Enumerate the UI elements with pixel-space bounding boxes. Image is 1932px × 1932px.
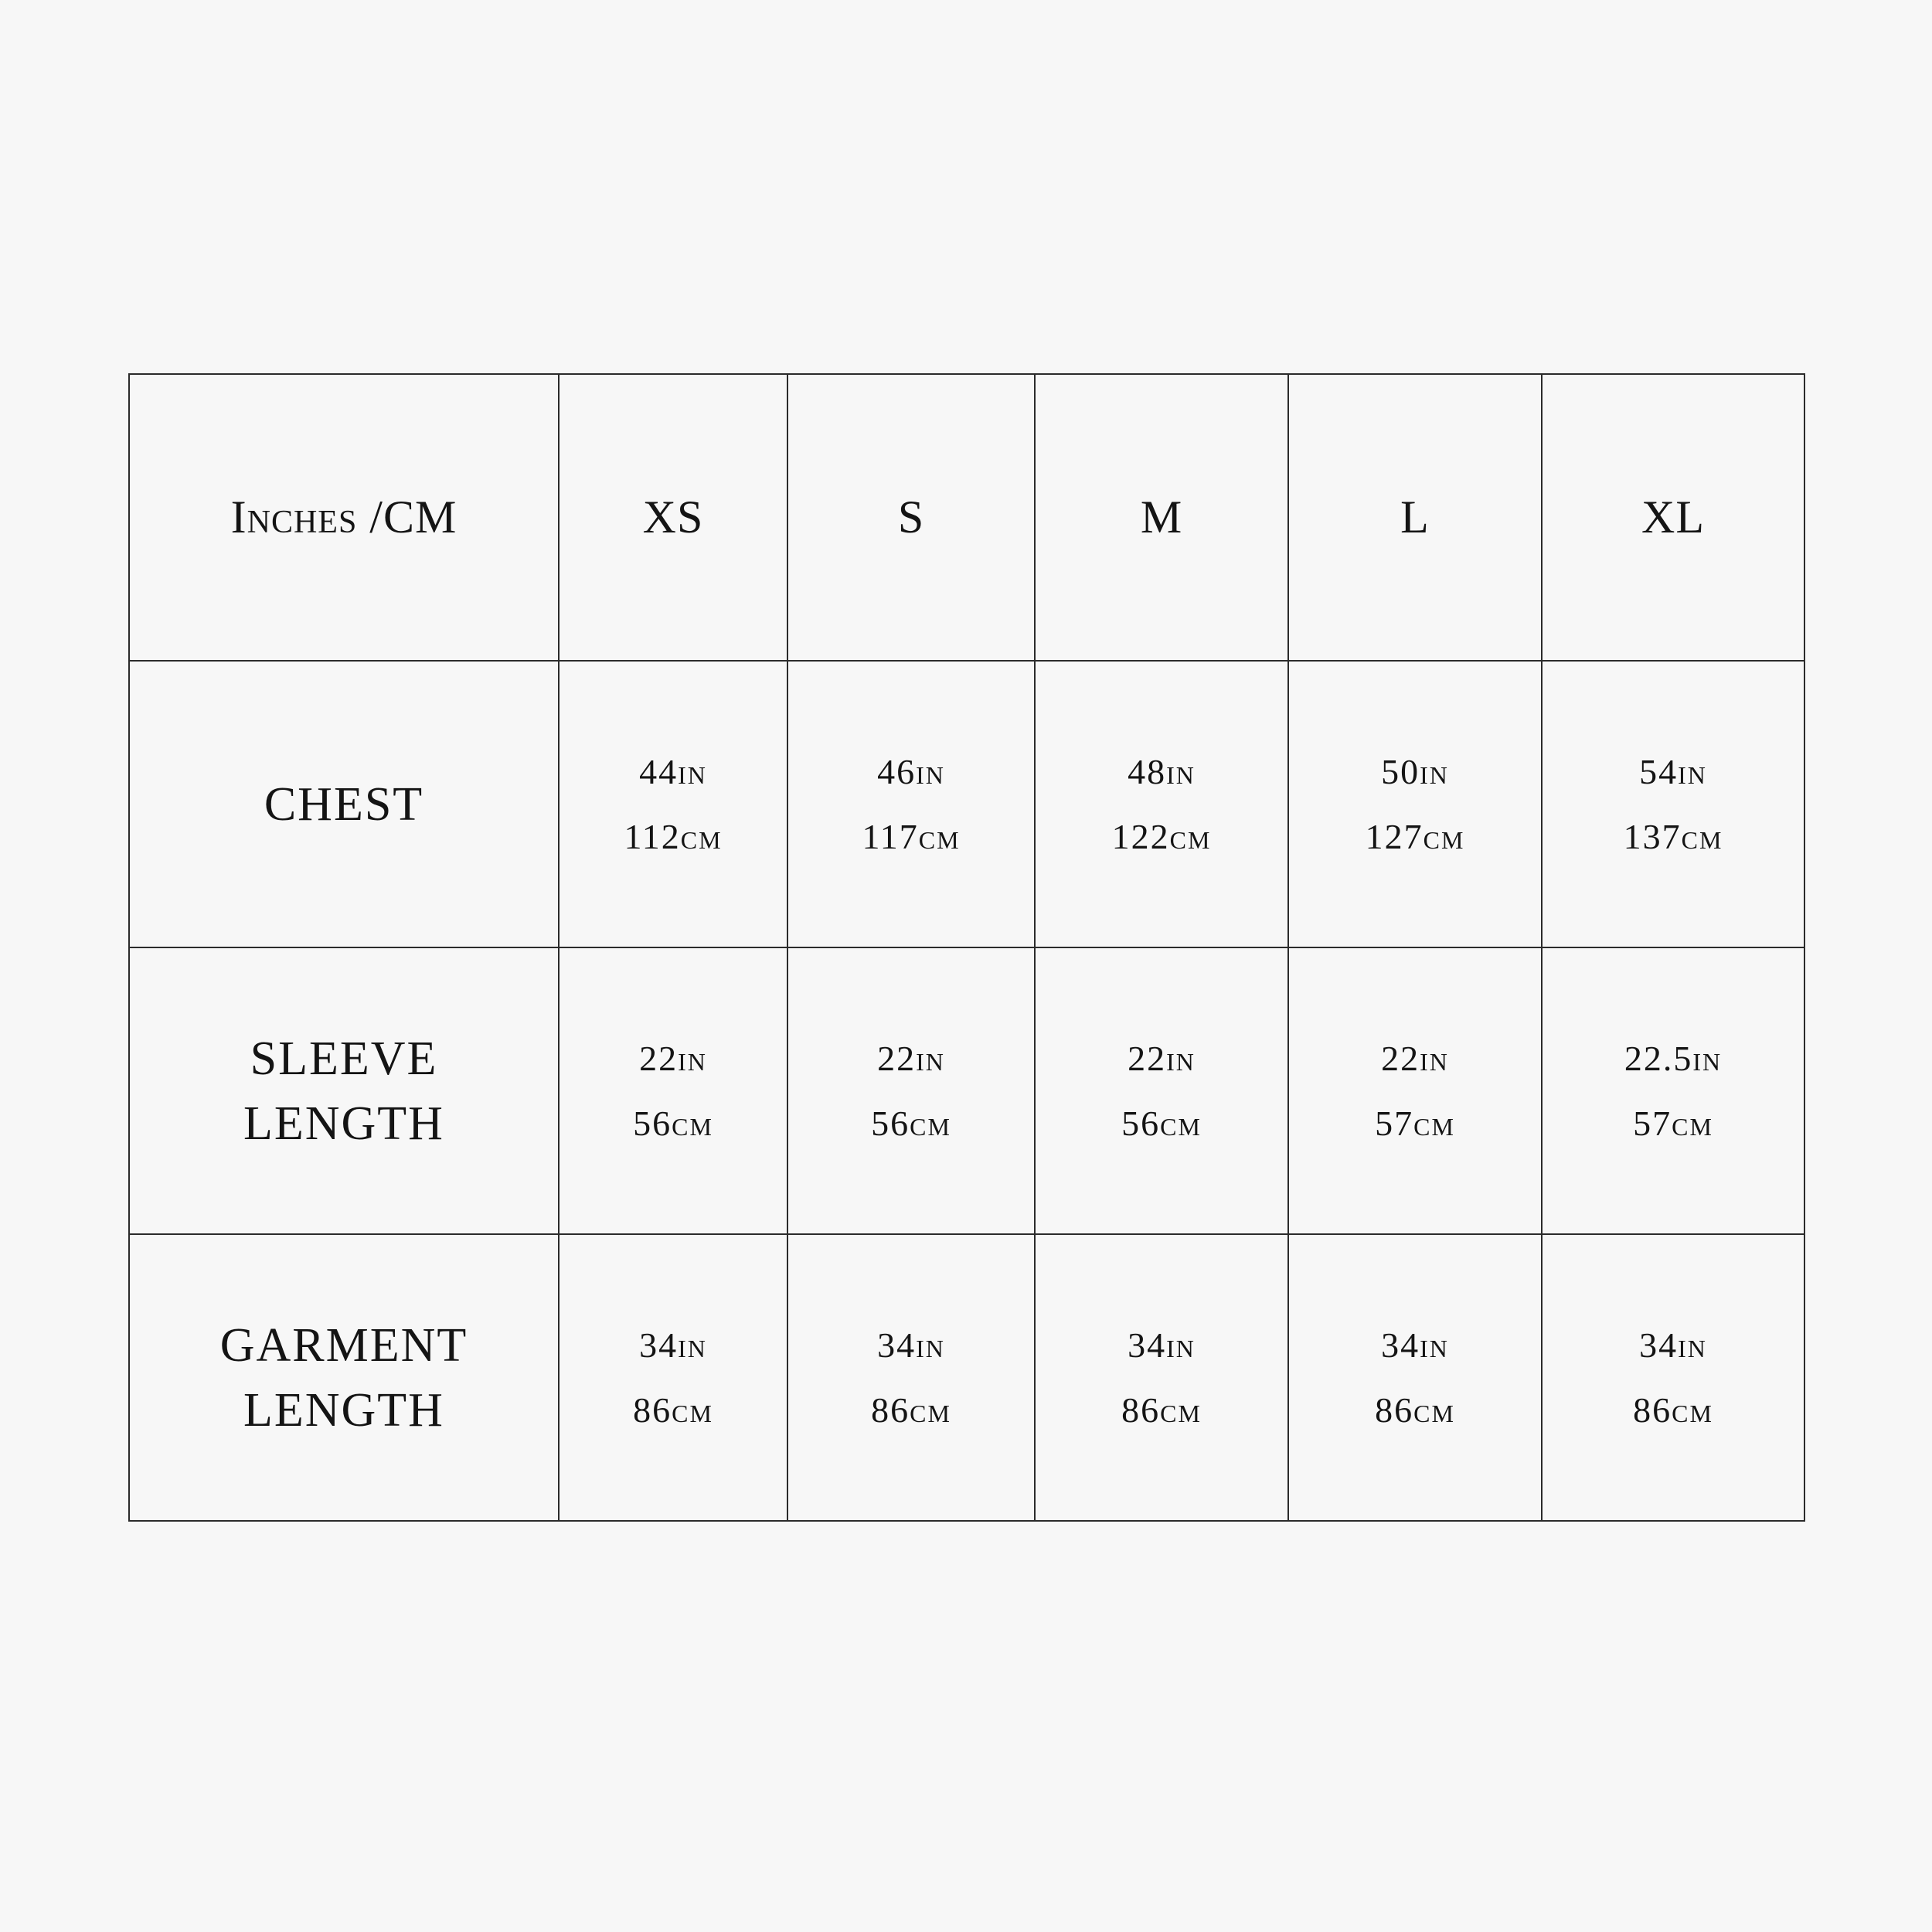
value-cm: 86cm <box>1633 1389 1713 1430</box>
value-cm: 86cm <box>871 1389 951 1430</box>
value-cm: 56cm <box>871 1103 951 1143</box>
value-inches: 22.5in <box>1624 1038 1723 1078</box>
measurement-cell <box>1035 947 1288 1234</box>
corner-label: Inches /CM <box>129 374 559 661</box>
value-cm: 86cm <box>633 1389 713 1430</box>
table-row-chest <box>129 661 1804 947</box>
value-cm: 122cm <box>1111 816 1212 856</box>
measurement-cell <box>787 947 1035 1234</box>
value-inches: 34in <box>1381 1325 1449 1365</box>
value-inches: 22in <box>1128 1038 1196 1078</box>
measurement-cell <box>559 1234 787 1521</box>
value-inches: 22in <box>1381 1038 1449 1078</box>
measurement-cell <box>1288 1234 1542 1521</box>
measurement-cell <box>1288 947 1542 1234</box>
row-label-line: CHEST <box>264 777 424 831</box>
size-header-l: L <box>1288 374 1542 661</box>
value-cm: 112cm <box>624 816 723 856</box>
measurement-cell <box>1035 661 1288 947</box>
value-cm: 127cm <box>1365 816 1465 856</box>
table-row-garment-length <box>129 1234 1804 1521</box>
measurement-cell <box>559 661 787 947</box>
row-label-line: LENGTH <box>243 1383 444 1437</box>
header-row <box>129 374 1804 661</box>
value-cm: 137cm <box>1623 816 1723 856</box>
value-inches: 22in <box>639 1038 707 1078</box>
row-label-garment-length <box>129 1234 559 1521</box>
measurement-cell <box>787 661 1035 947</box>
measurement-cell <box>1542 947 1804 1234</box>
measurement-cell <box>559 947 787 1234</box>
size-header-xl: XL <box>1542 374 1804 661</box>
table-row-sleeve-length <box>129 947 1804 1234</box>
value-inches: 34in <box>877 1325 945 1365</box>
size-header-xs: XS <box>559 374 787 661</box>
value-cm: 56cm <box>633 1103 713 1143</box>
value-cm: 57cm <box>1375 1103 1455 1143</box>
value-inches: 48in <box>1128 751 1196 791</box>
value-inches: 22in <box>877 1038 945 1078</box>
row-label-sleeve-length <box>129 947 559 1234</box>
size-header-m: M <box>1035 374 1288 661</box>
value-inches: 54in <box>1639 751 1707 791</box>
row-label-line: GARMENT <box>219 1318 468 1372</box>
measurement-cell <box>787 1234 1035 1521</box>
measurement-cell <box>1542 661 1804 947</box>
value-cm: 57cm <box>1633 1103 1713 1143</box>
measurement-cell <box>1035 1234 1288 1521</box>
value-inches: 34in <box>1128 1325 1196 1365</box>
value-cm: 86cm <box>1375 1389 1455 1430</box>
value-cm: 56cm <box>1121 1103 1202 1143</box>
row-label-line: SLEEVE <box>250 1032 438 1085</box>
value-cm: 86cm <box>1121 1389 1202 1430</box>
value-inches: 44in <box>639 751 707 791</box>
measurement-cell <box>1542 1234 1804 1521</box>
value-inches: 50in <box>1381 751 1449 791</box>
size-chart-table <box>128 373 1805 1522</box>
measurement-cell <box>1288 661 1542 947</box>
value-cm: 117cm <box>862 816 961 856</box>
size-header-s: S <box>787 374 1035 661</box>
value-inches: 46in <box>877 751 945 791</box>
value-inches: 34in <box>639 1325 707 1365</box>
row-label-line: LENGTH <box>243 1097 444 1150</box>
value-inches: 34in <box>1639 1325 1707 1365</box>
row-label-chest <box>129 661 559 947</box>
